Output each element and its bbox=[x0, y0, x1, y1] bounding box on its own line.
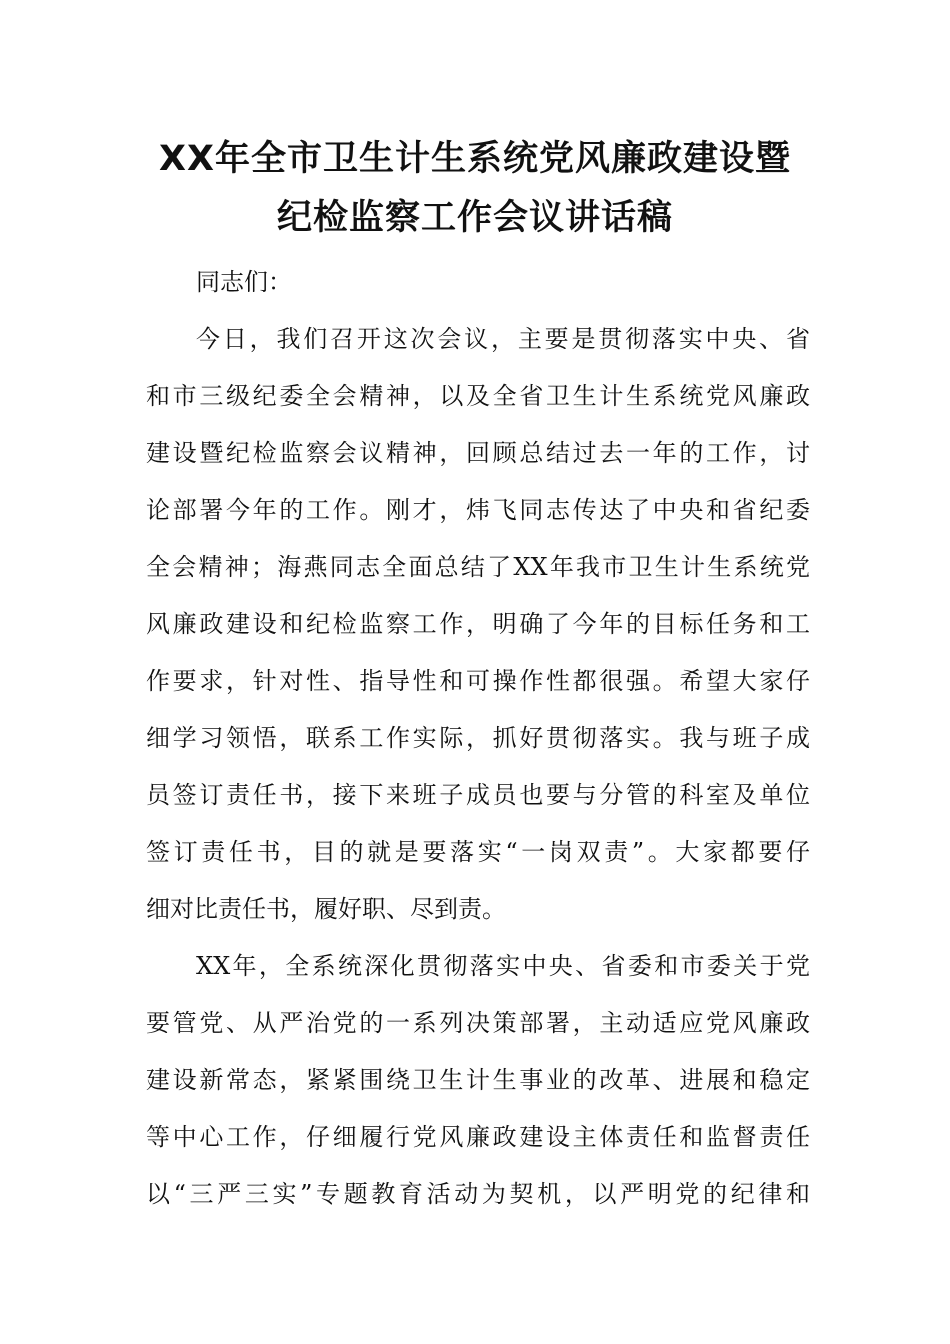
paragraph-1-line: 风廉政建设和纪检监察工作，明确了今年的目标任务和工 bbox=[146, 610, 810, 638]
paragraph-2-line: 等中心工作，仔细履行党风廉政建设主体责任和监督责任 bbox=[146, 1123, 810, 1151]
paragraph-2-line: 以“三严三实”专题教育活动为契机，以严明党的纪律和 bbox=[146, 1180, 810, 1208]
paragraph-1-line: 全会精神；海燕同志全面总结了XX年我市卫生计生系统党 bbox=[146, 553, 810, 581]
paragraph-2-line: 要管党、从严治党的一系列决策部署，主动适应党风廉政 bbox=[146, 1009, 810, 1037]
paragraph-1-line: 员签订责任书，接下来班子成员也要与分管的科室及单位 bbox=[146, 781, 810, 809]
paragraph-1-line: 细对比责任书，履好职、尽到责。 bbox=[146, 895, 506, 923]
document-title-line-1: XX年全市卫生计生系统党风廉政建设暨 bbox=[159, 139, 791, 179]
paragraph-2-line: XX年，全系统深化贯彻落实中央、省委和市委关于党 bbox=[196, 952, 810, 980]
paragraph-1-line: 细学习领悟，联系工作实际，抓好贯彻落实。我与班子成 bbox=[146, 724, 810, 752]
paragraph-1-line: 论部署今年的工作。刚才，炜飞同志传达了中央和省纪委 bbox=[146, 496, 810, 524]
salutation: 同志们： bbox=[196, 268, 292, 296]
paragraph-1-line: 签订责任书，目的就是要落实“一岗双责”。大家都要仔 bbox=[146, 838, 810, 866]
paragraph-1-line: 今日，我们召开这次会议，主要是贯彻落实中央、省 bbox=[196, 325, 810, 353]
paragraph-1-line: 建设暨纪检监察会议精神，回顾总结过去一年的工作，讨 bbox=[146, 439, 810, 467]
paragraph-2-line: 建设新常态，紧紧围绕卫生计生事业的改革、进展和稳定 bbox=[146, 1066, 810, 1094]
document-title-line-2: 纪检监察工作会议讲话稿 bbox=[276, 198, 673, 238]
paragraph-1-line: 和市三级纪委全会精神，以及全省卫生计生系统党风廉政 bbox=[146, 382, 810, 410]
paragraph-1-line: 作要求，针对性、指导性和可操作性都很强。希望大家仔 bbox=[146, 667, 810, 695]
